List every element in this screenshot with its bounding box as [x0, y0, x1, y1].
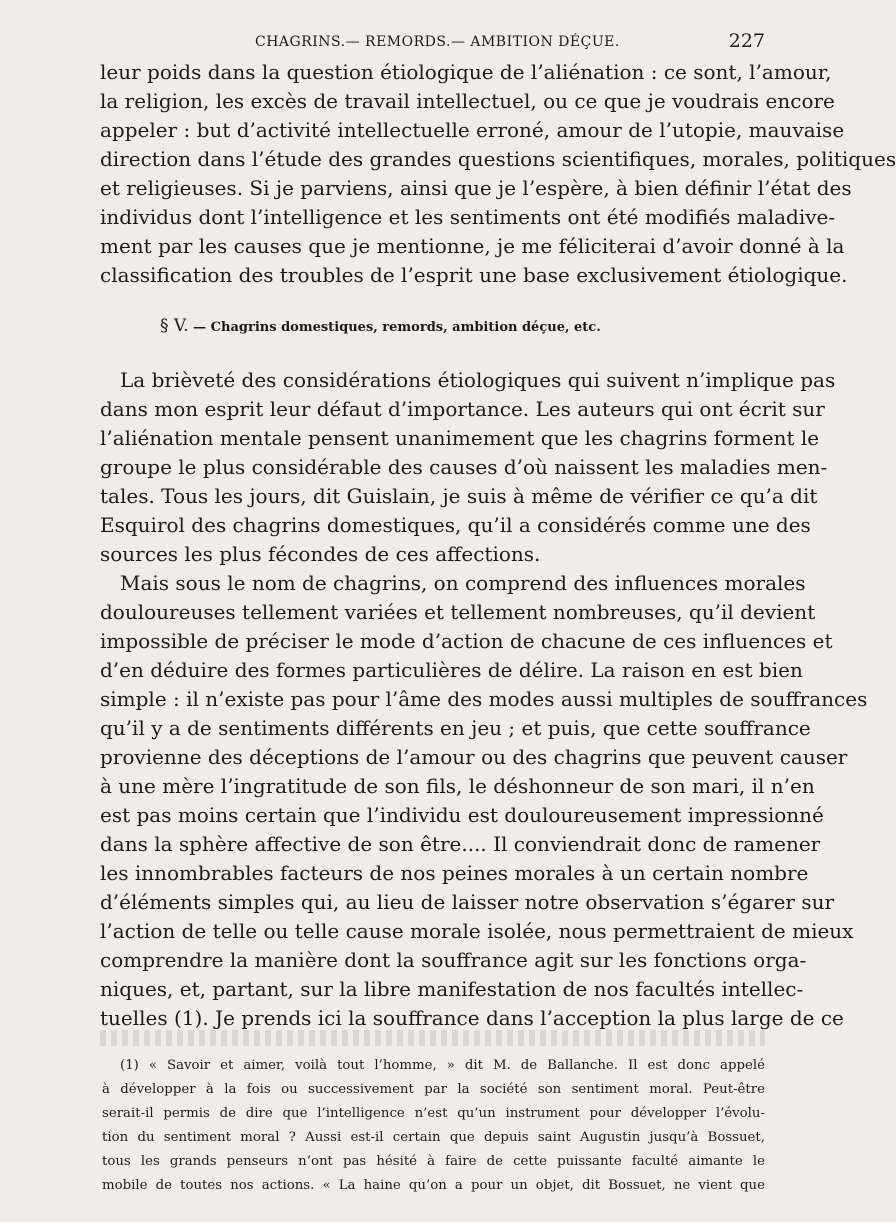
- footnote-line: serait-il permis de dire que l’intelligence n’est qu’un instrument pour développer l’évolu-: [102, 1106, 765, 1121]
- text-line: la religion, les excès de travail intellectuel, ou ce que je voudrais encore: [100, 89, 835, 113]
- page-number: 227: [728, 30, 765, 52]
- text-line: Esquirol des chagrins domestiques, qu’il a considérés comme une des: [100, 513, 811, 537]
- text-line: tales. Tous les jours, dit Guislain, je suis à même de vérifier ce qu’a dit: [100, 484, 818, 508]
- text-line: La brièveté des considérations étiologiques qui suivent n’implique pas: [120, 368, 836, 392]
- text-line: et religieuses. Si je parviens, ainsi que je l’espère, à bien définir l’état des: [100, 176, 852, 200]
- text-line: Mais sous le nom de chagrins, on comprend des influences morales: [120, 571, 806, 595]
- text-line: individus dont l’intelligence et les sentiments ont été modifiés maladive-: [100, 205, 836, 229]
- text-line: à une mère l’ingratitude de son fils, le déshonneur de son mari, il n’en: [100, 774, 815, 798]
- text-line: classification des troubles de l’esprit une base exclusivement étiologique.: [100, 263, 848, 287]
- text-line: l’aliénation mentale pensent unanimement que les chagrins forment le: [100, 426, 820, 450]
- text-line: dans mon esprit leur défaut d’importance. Les auteurs qui ont écrit sur: [100, 397, 825, 421]
- text-line: provienne des déceptions de l’amour ou des chagrins que peuvent causer: [100, 745, 848, 769]
- text-line: d’éléments simples qui, au lieu de laisser notre observation s’égarer sur: [100, 890, 835, 914]
- bleed-through: [100, 1030, 765, 1046]
- text-line: comprendre la manière dont la souffrance agit sur les fonctions orga-: [100, 948, 807, 972]
- running-head: [100, 30, 765, 56]
- section-heading: [100, 316, 765, 338]
- text-line: impossible de préciser le mode d’action de chacune de ces influences et: [100, 629, 833, 653]
- section-marker: § V.: [160, 316, 189, 336]
- running-head-title: CHAGRINS.— REMORDS.— AMBITION DÉÇUE.: [255, 34, 620, 50]
- footnote-line: mobile de toutes nos actions. « La haine qu’on a pour un objet, dit Bossuet, ne vient que: [102, 1178, 765, 1193]
- footnote-line: à développer à la fois ou successivement par la société son sentiment moral. Peut-être: [102, 1082, 765, 1097]
- text-line: tuelles (1). Je prends ici la souffrance dans l’acception la plus large de ce: [100, 1006, 844, 1030]
- text-line: douloureuses tellement variées et tellement nombreuses, qu’il devient: [100, 600, 816, 624]
- text-line: les innombrables facteurs de nos peines morales à un certain nombre: [100, 861, 809, 885]
- section-heading-text: — Chagrins domestiques, remords, ambition déçue, etc.: [193, 320, 601, 335]
- footnote-line: tous les grands penseurs n’ont pas hésité à faire de cette puissante faculté aimante le: [102, 1154, 765, 1169]
- text-line: ment par les causes que je mentionne, je me féliciterai d’avoir donné à la: [100, 234, 845, 258]
- text-line: leur poids dans la question étiologique de l’aliénation : ce sont, l’amour,: [100, 60, 832, 84]
- text-line: niques, et, partant, sur la libre manifestation de nos facultés intellec-: [100, 977, 804, 1001]
- text-line: appeler : but d’activité intellectuelle erroné, amour de l’utopie, mauvaise: [100, 118, 845, 142]
- text-line: l’action de telle ou telle cause morale isolée, nous permettraient de mieux: [100, 919, 854, 943]
- text-line: direction dans l’étude des grandes questions scientifiques, morales, politiques: [100, 147, 896, 171]
- text-line: d’en déduire des formes particulières de délire. La raison en est bien: [100, 658, 803, 682]
- text-line: groupe le plus considérable des causes d’où naissent les maladies men-: [100, 455, 828, 479]
- text-line: qu’il y a de sentiments différents en jeu ; et puis, que cette souffrance: [100, 716, 811, 740]
- text-line: est pas moins certain que l’individu est douloureusement impressionné: [100, 803, 824, 827]
- footnote-line: tion du sentiment moral ? Aussi est-il certain que depuis saint Augustin jusqu’à Bossuet,: [102, 1130, 765, 1145]
- text-line: simple : il n’existe pas pour l’âme des modes aussi multiples de souffrances: [100, 687, 868, 711]
- text-line: sources les plus fécondes de ces affections.: [100, 542, 541, 566]
- footnote-line: (1) « Savoir et aimer, voilà tout l’homme, » dit M. de Ballanche. Il est donc appelé: [120, 1058, 765, 1073]
- text-line: dans la sphère affective de son être.... Il conviendrait donc de ramener: [100, 832, 821, 856]
